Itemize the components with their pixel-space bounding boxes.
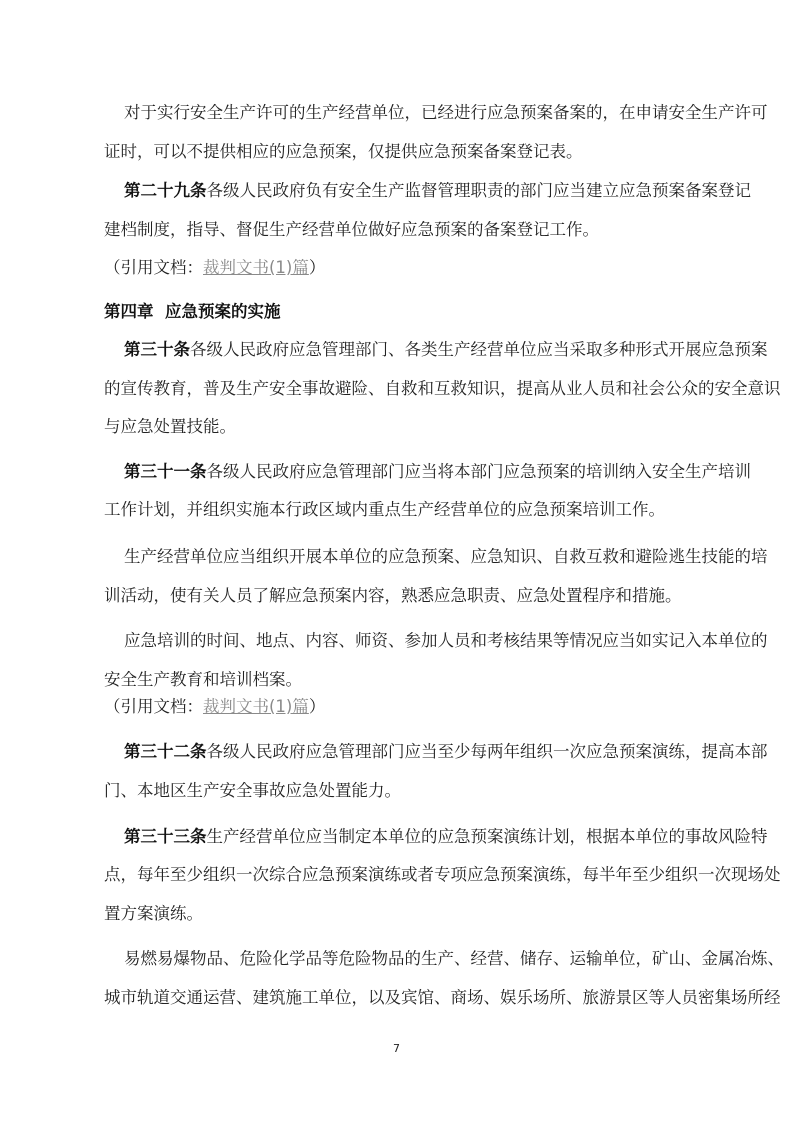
citation-suffix: ） [308,697,326,716]
paragraph-line: 建档制度，指导、督促生产经营单位做好应急预案的备案登记工作。 [104,220,599,239]
paragraph-text: 各级人民政府应急管理部门应当至少每两年组织一次应急预案演练，提高本部 [206,742,768,761]
citation-prefix: （引用文档： [104,697,203,716]
paragraph-line: 工作计划，并组织实施本行政区域内重点生产经营单位的应急预案培训工作。 [104,500,665,519]
paragraph-line: 对于实行安全生产许可的生产经营单位，已经进行应急预案备案的，在申请安全生产许可 [124,103,768,122]
paragraph-line: 门、本地区生产安全事故应急处置能力。 [104,781,401,800]
citation [104,696,744,718]
paragraph-line: 易燃易爆物品、危险化学品等危险物品的生产、经营、储存、运输单位，矿山、金属冶炼、 [124,949,784,968]
article-33 [124,826,768,848]
citation [104,257,744,279]
citation-link[interactable]: 裁判文书(1)篇 [203,697,309,716]
paragraph-line: 安全生产教育和培训档案。 [104,670,302,689]
paragraph-text: 生产经营单位应当制定本单位的应急预案演练计划，根据本单位的事故风险特 [206,827,768,846]
article-32 [124,741,768,763]
paragraph-line: 点，每年至少组织一次综合应急预案演练或者专项应急预案演练，每半年至少组织一次现场处 [104,865,781,884]
article-title: 第三十二条 [124,742,207,761]
article-31 [124,461,764,483]
chapter-heading [104,301,744,323]
paragraph-line: 生产经营单位应当组织开展本单位的应急预案、应急知识、自救互救和避险逃生技能的培 [124,547,768,566]
paragraph-text: 各级人民政府负有安全生产监督管理职责的部门应当建立应急预案备案登记 [206,181,751,200]
paragraph-line: 置方案演练。 [104,904,203,923]
paragraph-text: 各级人民政府应急管理部门、各类生产经营单位应当采取多种形式开展应急预案 [190,340,768,359]
paragraph-line: 的宣传教育，普及生产安全事故避险、自救和互救知识，提高从业人员和社会公众的安全意识 [104,379,781,398]
paragraph-text: 各级人民政府应急管理部门应当将本部门应急预案的培训纳入安全生产培训 [206,462,751,481]
paragraph-line: 应急培训的时间、地点、内容、师资、参加人员和考核结果等情况应当如实记入本单位的 [124,631,768,650]
article-29 [124,180,764,202]
citation-prefix: （引用文档： [104,258,203,277]
citation-suffix: ） [308,258,326,277]
paragraph-line: 训活动，使有关人员了解应急预案内容，熟悉应急职责、应急处置程序和措施。 [104,586,682,605]
article-title: 第三十三条 [124,827,207,846]
paragraph-line: 城市轨道交通运营、建筑施工单位，以及宾馆、商场、娱乐场所、旅游景区等人员密集场所经 [104,988,781,1007]
citation-link[interactable]: 裁判文书(1)篇 [203,258,309,277]
paragraph-line: 与应急处置技能。 [104,417,236,436]
page-number: 7 [393,1042,400,1055]
article-30 [124,339,768,361]
article-title: 第二十九条 [124,181,207,200]
article-title: 第三十一条 [124,462,207,481]
article-title: 第三十条 [124,340,190,359]
paragraph-line: 证时，可以不提供相应的应急预案，仅提供应急预案备案登记表。 [104,142,583,161]
chapter-title: 第四章 应急预案的实施 [104,302,281,321]
